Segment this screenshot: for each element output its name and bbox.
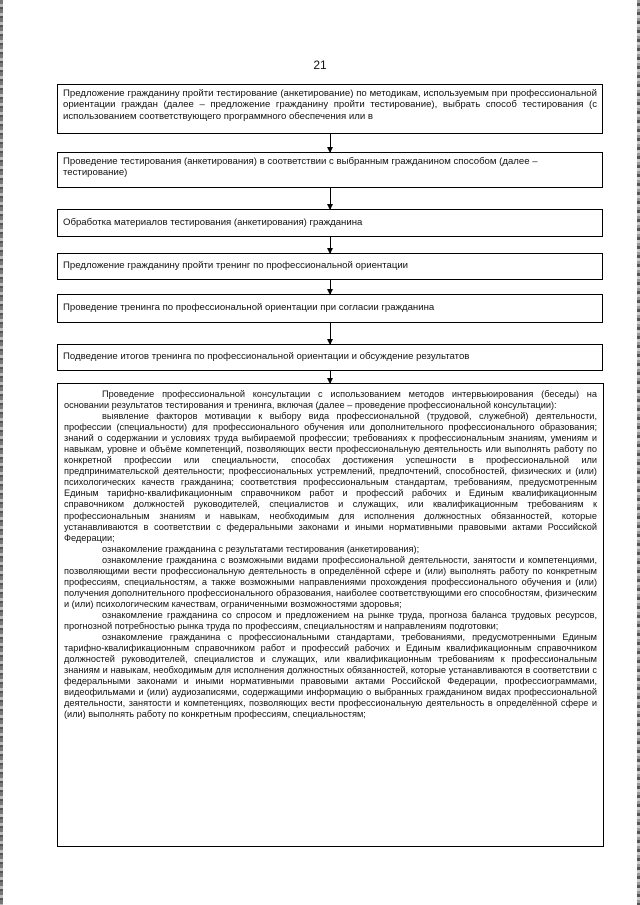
consultation-item: ознакомление гражданина с профессиональными стандартами, требованиями, предусмотренными Единым тарифно-квалификационным справочником работ и профессий рабочих и Единым квалификационным справочником должностей руководителей, специалистов и служащих, или квалификационным требованиям к профессиональным знаниям и навыкам, необходимым для исполнения должностных обязанностей, которые устанавливаются в соответствии с федеральными законами и иными нормативными правовыми актами Российской Федерации, профессиограммами, видеофильмами и (или) аудиозаписями, содержащими информацию о выбранных гражданином видах профессиональной деятельности, занятости и компетенциях, позволяющих вести профессиональную деятельность в определённой сфере и (или) выполнять работу по конкретным профессиям, специальностям;: [64, 632, 597, 720]
flow-step-2: Проведение тестирования (анкетирования) в соответствии с выбранным гражданином способом (далее – тестирование): [57, 152, 603, 188]
flow-step-consultation: [57, 383, 604, 847]
consultation-item: ознакомление гражданина с результатами тестирования (анкетирования);: [102, 543, 420, 554]
arrow-down-icon: [330, 280, 331, 294]
arrow-down-icon: [330, 134, 331, 152]
flow-step-3: Обработка материалов тестирования (анкетирования) гражданина: [57, 209, 603, 237]
flow-step-1: Предложение гражданину пройти тестирование (анкетирование) по методикам, используемым при профессиональной ориентации граждан (далее – предложение гражданину пройти тестирование), выбрать способ тестирования (с использованием соответствующего программного обеспечения или в: [57, 84, 603, 134]
flow-step-6: Подведение итогов тренинга по профессиональной ориентации и обсуждение результатов: [57, 344, 603, 371]
consultation-item: ознакомление гражданина со спросом и предложением на рынке труда, прогноза баланса трудовых ресурсов, прогнозной потребностью рынка труда по профессиям, специальностям и направлениям подготовки;: [64, 609, 597, 631]
flow-step-5: Проведение тренинга по профессиональной ориентации при согласии гражданина: [57, 294, 603, 323]
arrow-down-icon: [330, 188, 331, 209]
consultation-intro: Проведение профессиональной консультации с использованием методов интервьюирования (беседы) на основании результатов тестирования и тренинга, включая (далее – проведение профессиональной консультации):: [64, 389, 597, 411]
consultation-item: выявление факторов мотивации к выбору вида профессиональной (трудовой, служебной) деятельности, профессии (специальности) для профессионального обучения или дополнительного профессионального образования; знаний о содержании и условиях труда выбираемой профессии; требованиях к профессиональным знаниям, умениям и навыкам, уровне и объёме компетенций, позволяющих вести профессиональную деятельность или выполнять работу по конкретной профессии или специальности, способах достижения успешности в профессиональной или предпринимательской деятельности; профессиональных устремлений, предпочтений, способностей, физических и (или) психологических качеств гражданина; соответствия профессиональным стандартам, требованиям, предусмотренным Единым тарифно-квалификационным справочником работ и профессий рабочих и Единым квалификационным справочником должностей руководителей, специалистов и служащих, или квалификационным требованиям к профессиональным знаниям и навыкам, необходимым для исполнения должностных обязанностей, которые устанавливаются в соответствии с федеральными законами и иными нормативными правовыми актами Российской Федерации;: [64, 411, 597, 543]
arrow-down-icon: [330, 237, 331, 253]
scan-edge-left: [0, 0, 3, 905]
arrow-down-icon: [330, 371, 331, 383]
page-number: 21: [313, 58, 327, 72]
flow-step-4: Предложение гражданину пройти тренинг по профессиональной ориентации: [57, 253, 603, 280]
consultation-item: ознакомление гражданина с возможными видами профессиональной деятельности, занятости и компетенциями, позволяющими вести профессиональную деятельность в определённой сфере и (или) выполнять работу по конкретным профессиям, специальностям, а также возможными направлениями прохождения профессионального обучения и (или) получения дополнительного профессионального образования, наиболее соответствующими его способностям, физическим и (или) психологическим качествам, ограниченными возможностями здоровья;: [64, 554, 597, 609]
arrow-down-icon: [330, 323, 331, 344]
